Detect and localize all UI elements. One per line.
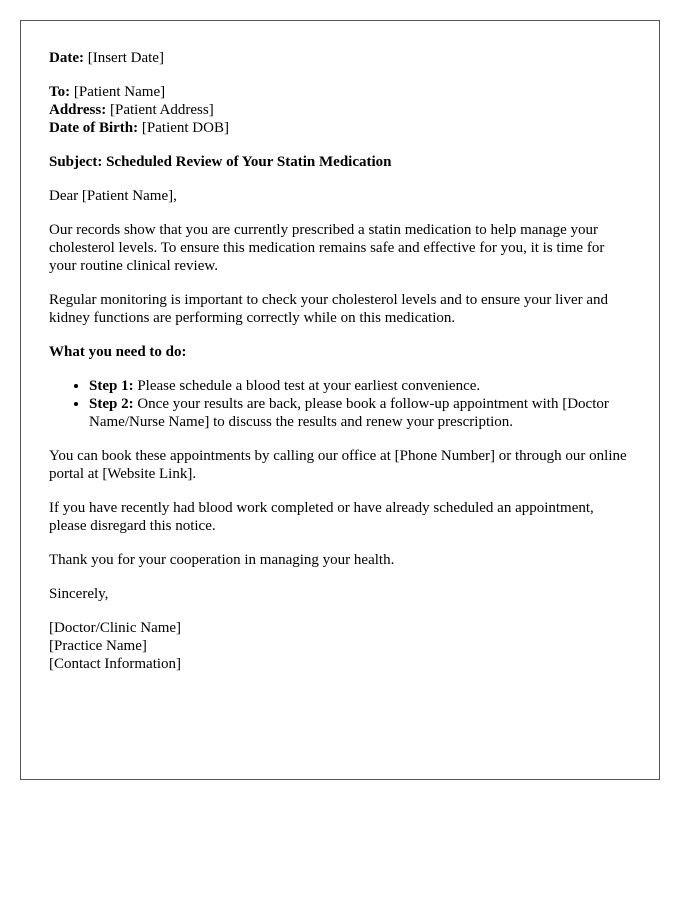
paragraph-booking: You can book these appointments by calling our office at [Phone Number] or through our online portal at [Website Link]. [49, 448, 627, 482]
date-value: [Insert Date] [83, 50, 164, 66]
recipient-block [49, 83, 631, 137]
signature-clinic: [Doctor/Clinic Name] [49, 620, 182, 636]
steps-list [49, 377, 631, 431]
paragraph-disregard: If you have recently had blood work completed or have already scheduled an appointment, please disregard this notice. [49, 500, 594, 534]
signature-practice: [Practice Name] [49, 638, 147, 654]
dob-value: [Patient DOB] [138, 120, 229, 136]
date-label: Date: [49, 50, 84, 66]
signature-contact: [Contact Information] [49, 656, 182, 672]
signature-block [49, 619, 631, 673]
dob-label: Date of Birth: [49, 120, 139, 136]
step-text: Once your results are back, please book a follow-up appointment with [Doctor Name/Nurse Name] to discuss the results and renew your prescription. [89, 396, 609, 430]
todo-heading: What you need to do: [49, 344, 187, 360]
to-label: To: [49, 84, 71, 100]
paragraph-thanks: Thank you for your cooperation in managing your health. [49, 552, 395, 568]
closing: Sincerely, [49, 586, 109, 602]
greeting: Dear [Patient Name], [49, 188, 177, 204]
list-item [89, 395, 631, 431]
to-line [49, 83, 631, 101]
address-line [49, 101, 631, 119]
dob-line [49, 119, 631, 137]
to-value: [Patient Name] [70, 84, 166, 100]
step-label: Step 2: [89, 396, 134, 412]
letter [20, 20, 660, 780]
address-value: [Patient Address] [106, 102, 214, 118]
paragraph-monitoring: Regular monitoring is important to check your cholesterol levels and to ensure your liver and kidney functions are performing correctly while on this medication. [49, 292, 609, 326]
step-text: Please schedule a blood test at your earliest convenience. [133, 378, 481, 394]
step-label: Step 1: [89, 378, 134, 394]
address-label: Address: [49, 102, 107, 118]
date-line [49, 49, 631, 67]
subject-line: Subject: Scheduled Review of Your Statin Medication [49, 154, 392, 170]
list-item [89, 377, 631, 395]
paragraph-intro: Our records show that you are currently prescribed a statin medication to help manage your cholesterol levels. To ensure this medication remains safe and effective for you, it is time for your routine clinical review. [49, 222, 605, 274]
